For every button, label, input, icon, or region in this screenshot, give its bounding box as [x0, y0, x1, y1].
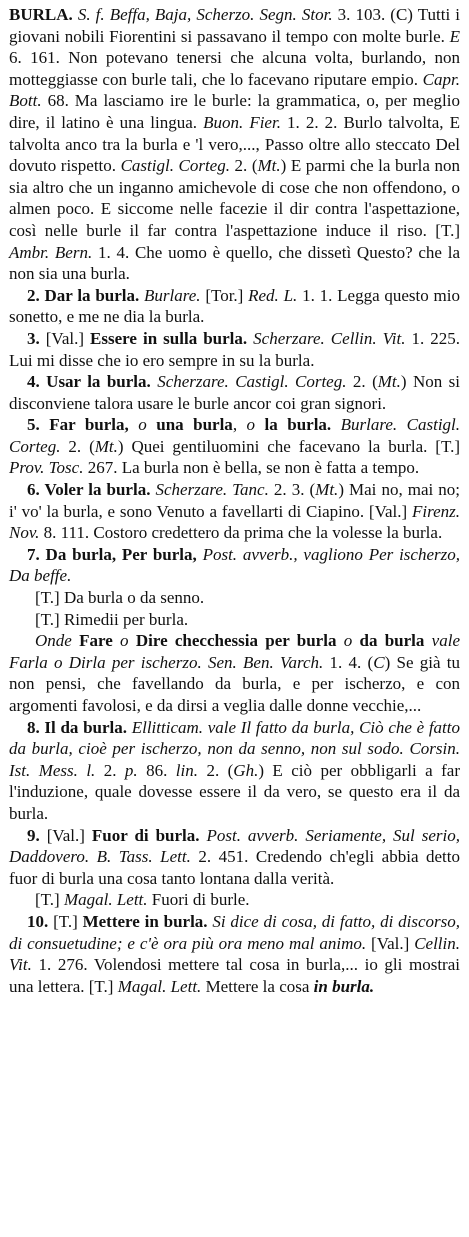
entry-gloss: Magal. Lett.: [63, 890, 148, 910]
entry-text: [Val.]: [39, 825, 92, 845]
entry-sense-paragraph: [9, 328, 460, 371]
entry-gloss: Firenz. Nov.: [9, 501, 460, 543]
entry-gloss: Post. avverb., vagliono Per ischerzo, Da beffe.: [9, 544, 460, 586]
entry-term: Mettere in burla.: [82, 911, 208, 931]
entry-sense-paragraph: [9, 825, 460, 890]
entry-term: 2. Dar la burla.: [27, 285, 140, 305]
entry-gloss: Cellin. Vit.: [9, 933, 461, 975]
entry-text: 1. 225. Lui mi disse che io ero sempre in su la burla.: [9, 328, 461, 370]
entry-text: 2. (: [60, 436, 95, 456]
entry-term: una burla: [156, 415, 233, 435]
entry-term: la burla.: [264, 415, 332, 435]
entry-text: 2.: [95, 760, 125, 780]
entry-gloss: Burlare. Castigl. Corteg.: [9, 415, 461, 456]
entry-sense-paragraph: [9, 479, 460, 544]
entry-term: Essere in sulla burla.: [90, 328, 248, 348]
entry-gloss: Post. avverb. Seriamente, Sul serio, Daddovero. B. Tass. Lett.: [9, 825, 460, 867]
entry-sense-paragraph: [9, 414, 460, 479]
entry-text: ) Quei gentiluomini che facevano la burla. [T.]: [117, 436, 460, 456]
entry-gloss: Castigl. Corteg.: [120, 156, 230, 176]
entry-sense-paragraph: [9, 285, 460, 328]
entry-gloss: Scherzare. Castigl. Corteg.: [150, 372, 347, 392]
entry-gloss: Mt.: [377, 372, 401, 392]
entry-text: ) E parmi che la burla non sia altro che un inganno amichevole di cose che non offendono, o almen poco. E siccome nelle facezie il dir contra l'aspettazione, così nelle burle il far contra l'aspettazione induce il riso. [T.]: [9, 156, 460, 240]
entry-text: 6. 161. Non potevano tenersi che alcuna volta, burlando, non motteggiasse con burle tali, che lo facevano riputare empio.: [9, 48, 460, 89]
entry-gloss: o: [128, 415, 157, 435]
entry-term: Fuor di burla.: [91, 825, 200, 845]
entry-text: 267. La burla non è bella, se non è fatta a tempo.: [83, 458, 420, 478]
entry-gloss: Burlare.: [139, 285, 201, 305]
entry-term: 5. Far burla,: [27, 415, 129, 435]
entry-term: 7. Da burla, Per burla,: [27, 544, 197, 564]
entry-gloss: Magal. Lett.: [117, 976, 202, 996]
entry-sense-paragraph: [9, 371, 460, 414]
entry-gloss: Mt.: [257, 156, 281, 176]
entry-text: [Val.]: [39, 328, 91, 348]
entry-gloss: vale Farla o Dirla per ischerzo. Sen. Ben. Varch.: [9, 631, 460, 672]
entry-term: 9.: [27, 825, 40, 845]
entry-text: ,: [232, 415, 247, 435]
entry-gloss: C: [373, 652, 385, 672]
entry-gloss: S. f. Beffa, Baja, Scherzo. Segn. Stor.: [72, 5, 333, 24]
entry-term: 4. Usar la burla.: [27, 372, 151, 392]
entry-gloss: Ambr. Bern.: [9, 242, 93, 262]
entry-term: 10.: [27, 911, 49, 931]
entry-text: [T.]: [35, 890, 64, 910]
entry-text: ) Non si disconviene talora usare le burle ancor coi gran signori.: [9, 372, 460, 413]
entry-text: ) Mai no, mai no; i' vo' la burla, e sono Venuto a favellarti di Ciapino. [Val.]: [9, 480, 461, 521]
entry-term: Dire checchessia per burla: [135, 631, 337, 651]
entry-text: Fuori di burle.: [147, 890, 250, 910]
entry-gloss: Mt.: [94, 436, 118, 456]
entry-term: 6. Voler la burla.: [27, 480, 151, 500]
entry-text: 1. 276. Volendosi mettere tal cosa in burla,... io gli mostrai una lettera. [T.]: [9, 955, 460, 996]
entry-text: Mettere la cosa: [201, 976, 314, 996]
entry-term: 3.: [27, 328, 40, 348]
entry-text: 1. 1. Legga questo mio sonetto, e me ne dia la burla.: [9, 285, 461, 327]
entry-gloss: Capr. Bott.: [9, 69, 460, 111]
entry-gloss: o: [336, 631, 360, 651]
entry-term: Fare: [79, 631, 113, 651]
entry-text: [T.] Da burla o da senno.: [35, 588, 205, 608]
entry-sense-paragraph: [9, 911, 460, 997]
entry-gloss: Scherzare. Tanc.: [150, 480, 269, 500]
entry-headword-paragraph: [9, 4, 460, 285]
entry-text: 3. 103. (C) Tutti i giovani nobili Fiorentini si passavano il tempo con molte burle.: [9, 5, 460, 46]
entry-gloss: Buon. Fier.: [203, 112, 281, 132]
entry-text: 1. 2. 2. Burlo talvolta, E talvolta anco tra la burla e 'l vero,..., Passo oltre allo steccato Del dovuto rispetto.: [9, 112, 460, 176]
entry-gloss: Prov. Tosc.: [9, 458, 84, 478]
entry-text: ) E ciò per obbligarli a far l'induzione, quale dovesse essere il da vero, se questo era il da burla.: [9, 760, 460, 823]
entry-gloss: in burla.: [313, 976, 375, 996]
entry-gloss: Red. L.: [248, 285, 298, 305]
entry-text: 2. (: [346, 372, 378, 392]
entry-sense-paragraph: [9, 717, 460, 825]
entry-gloss: o: [246, 415, 265, 435]
entry-text: 1. 4. Che uomo è quello, che dissetì Questo? che la non sia una burla.: [9, 242, 460, 284]
entry-text: 8. 111. Costoro credettero da prima che la volesse la burla.: [39, 523, 443, 543]
entry-gloss: Scherzare. Cellin. Vit.: [247, 328, 406, 348]
entry-sense-paragraph: [9, 630, 460, 716]
entry-gloss: Mt.: [315, 480, 339, 500]
entry-gloss: Gh.: [233, 760, 259, 780]
entry-gloss: E: [449, 26, 460, 46]
entry-text: [Val.]: [366, 933, 415, 953]
entry-sense-paragraph: [9, 609, 460, 631]
entry-gloss: lin.: [175, 760, 198, 780]
entry-sense-paragraph: [9, 889, 460, 911]
entry-gloss: Onde: [35, 631, 80, 651]
entry-gloss: Ellitticam. vale Il fatto da burla, Ciò che è fatto da burla, cioè per ischerzo, non da senno, non sul sodo. Corsin. Ist. Mess. l.: [9, 717, 460, 780]
entry-text: 1. 4. (: [323, 652, 374, 672]
entry-text: 2. 451. Credendo ch'egli abbia detto fuor di burla una cosa tanto lontana dalla verità.: [9, 847, 460, 888]
entry-gloss: p.: [124, 760, 138, 780]
entry-text: 86.: [137, 760, 176, 780]
entry-text: [Tor.]: [200, 285, 249, 305]
entry-text: 2. (: [229, 156, 258, 176]
entry-text: ) Se già tu non pensi, che favellando da burla, e per ischerzo, e con argomenti favolosi, e da dirsi a veglia dalle donne vecchie,...: [9, 652, 461, 715]
entry-term: da burla: [359, 631, 425, 651]
entry-term: 8. Il da burla.: [27, 717, 128, 737]
entry-term: BURLA.: [9, 5, 73, 24]
entry-text: 68. Ma lasciamo ire le burle: la grammatica, o, per meglio dire, il latino è una lingua.: [9, 91, 460, 132]
entry-gloss: Si dice di cosa, di fatto, di discorso, di consuetudine; e c'è ora più ora meno mal animo.: [9, 911, 460, 953]
entry-text: 2. (: [198, 760, 234, 780]
entry-gloss: o: [112, 631, 136, 651]
entry-sense-paragraph: [9, 587, 460, 609]
entry-text: [T.] Rimedii per burla.: [35, 609, 189, 629]
entry-text: 2. 3. (: [268, 480, 316, 500]
entry-sense-paragraph: [9, 544, 460, 587]
entry-text: [T.]: [48, 911, 83, 931]
